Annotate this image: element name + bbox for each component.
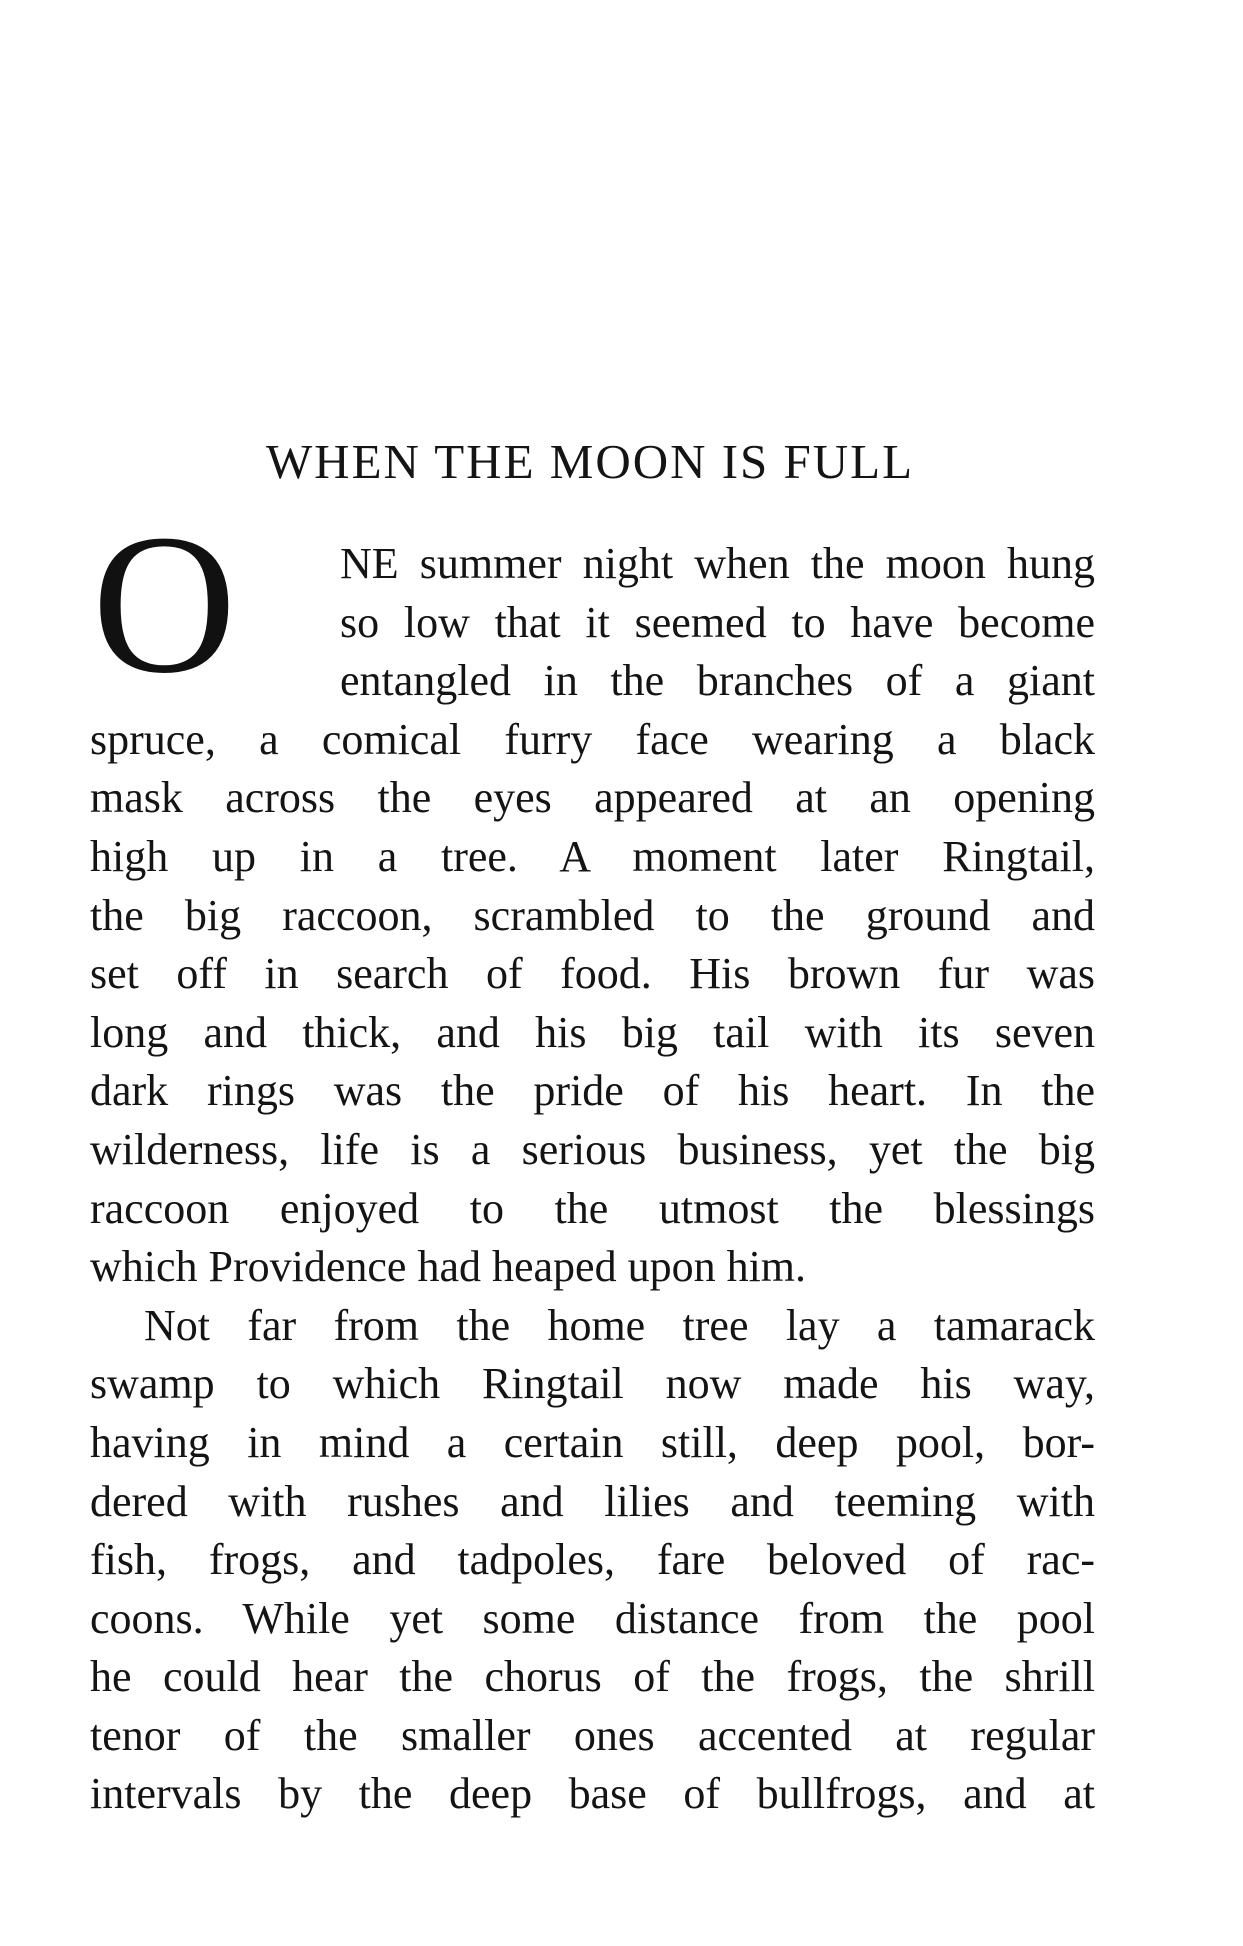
- text-line: so low that it seemed to have become: [340, 597, 1095, 647]
- text-line: fish, frogs, and tadpoles, fare beloved of rac-: [90, 1535, 1095, 1585]
- text-line: having in mind a certain still, deep pool, bor-: [90, 1417, 1095, 1467]
- text-line: he could hear the chorus of the frogs, the shrill: [90, 1652, 1095, 1702]
- text-line: Not far from the home tree lay a tamarack: [144, 1300, 1095, 1350]
- text-line: the big raccoon, scrambled to the ground and: [90, 890, 1095, 940]
- text-line: entangled in the branches of a giant: [340, 656, 1095, 706]
- text-line: dark rings was the pride of his heart. In the: [90, 1066, 1095, 1116]
- text-line: NE summer night when the moon hung: [340, 539, 1095, 588]
- drop-cap: O: [92, 494, 237, 715]
- text-line: spruce, a comical furry face wearing a black: [90, 714, 1095, 764]
- text-line: tenor of the smaller ones accented at regular: [90, 1710, 1095, 1760]
- text-line: mask across the eyes appeared at an opening: [90, 773, 1095, 823]
- text-line: intervals by the deep base of bullfrogs, and at: [90, 1769, 1095, 1819]
- body-text: [90, 535, 1095, 1824]
- text-line: coons. While yet some distance from the pool: [90, 1593, 1095, 1643]
- text-line: dered with rushes and lilies and teeming with: [90, 1476, 1095, 1526]
- text-line: set off in search of food. His brown fur was: [90, 949, 1095, 999]
- text-line: high up in a tree. A moment later Ringtail,: [90, 831, 1095, 881]
- text-line: wilderness, life is a serious business, yet the big: [90, 1124, 1095, 1174]
- text-line: long and thick, and his big tail with its seven: [90, 1007, 1095, 1057]
- chapter-title: WHEN THE MOON IS FULL: [265, 434, 915, 489]
- text-line: raccoon enjoyed to the utmost the blessings: [90, 1183, 1095, 1233]
- text-line: which Providence had heaped upon him.: [90, 1242, 807, 1292]
- text-line: swamp to which Ringtail now made his way,: [90, 1359, 1095, 1409]
